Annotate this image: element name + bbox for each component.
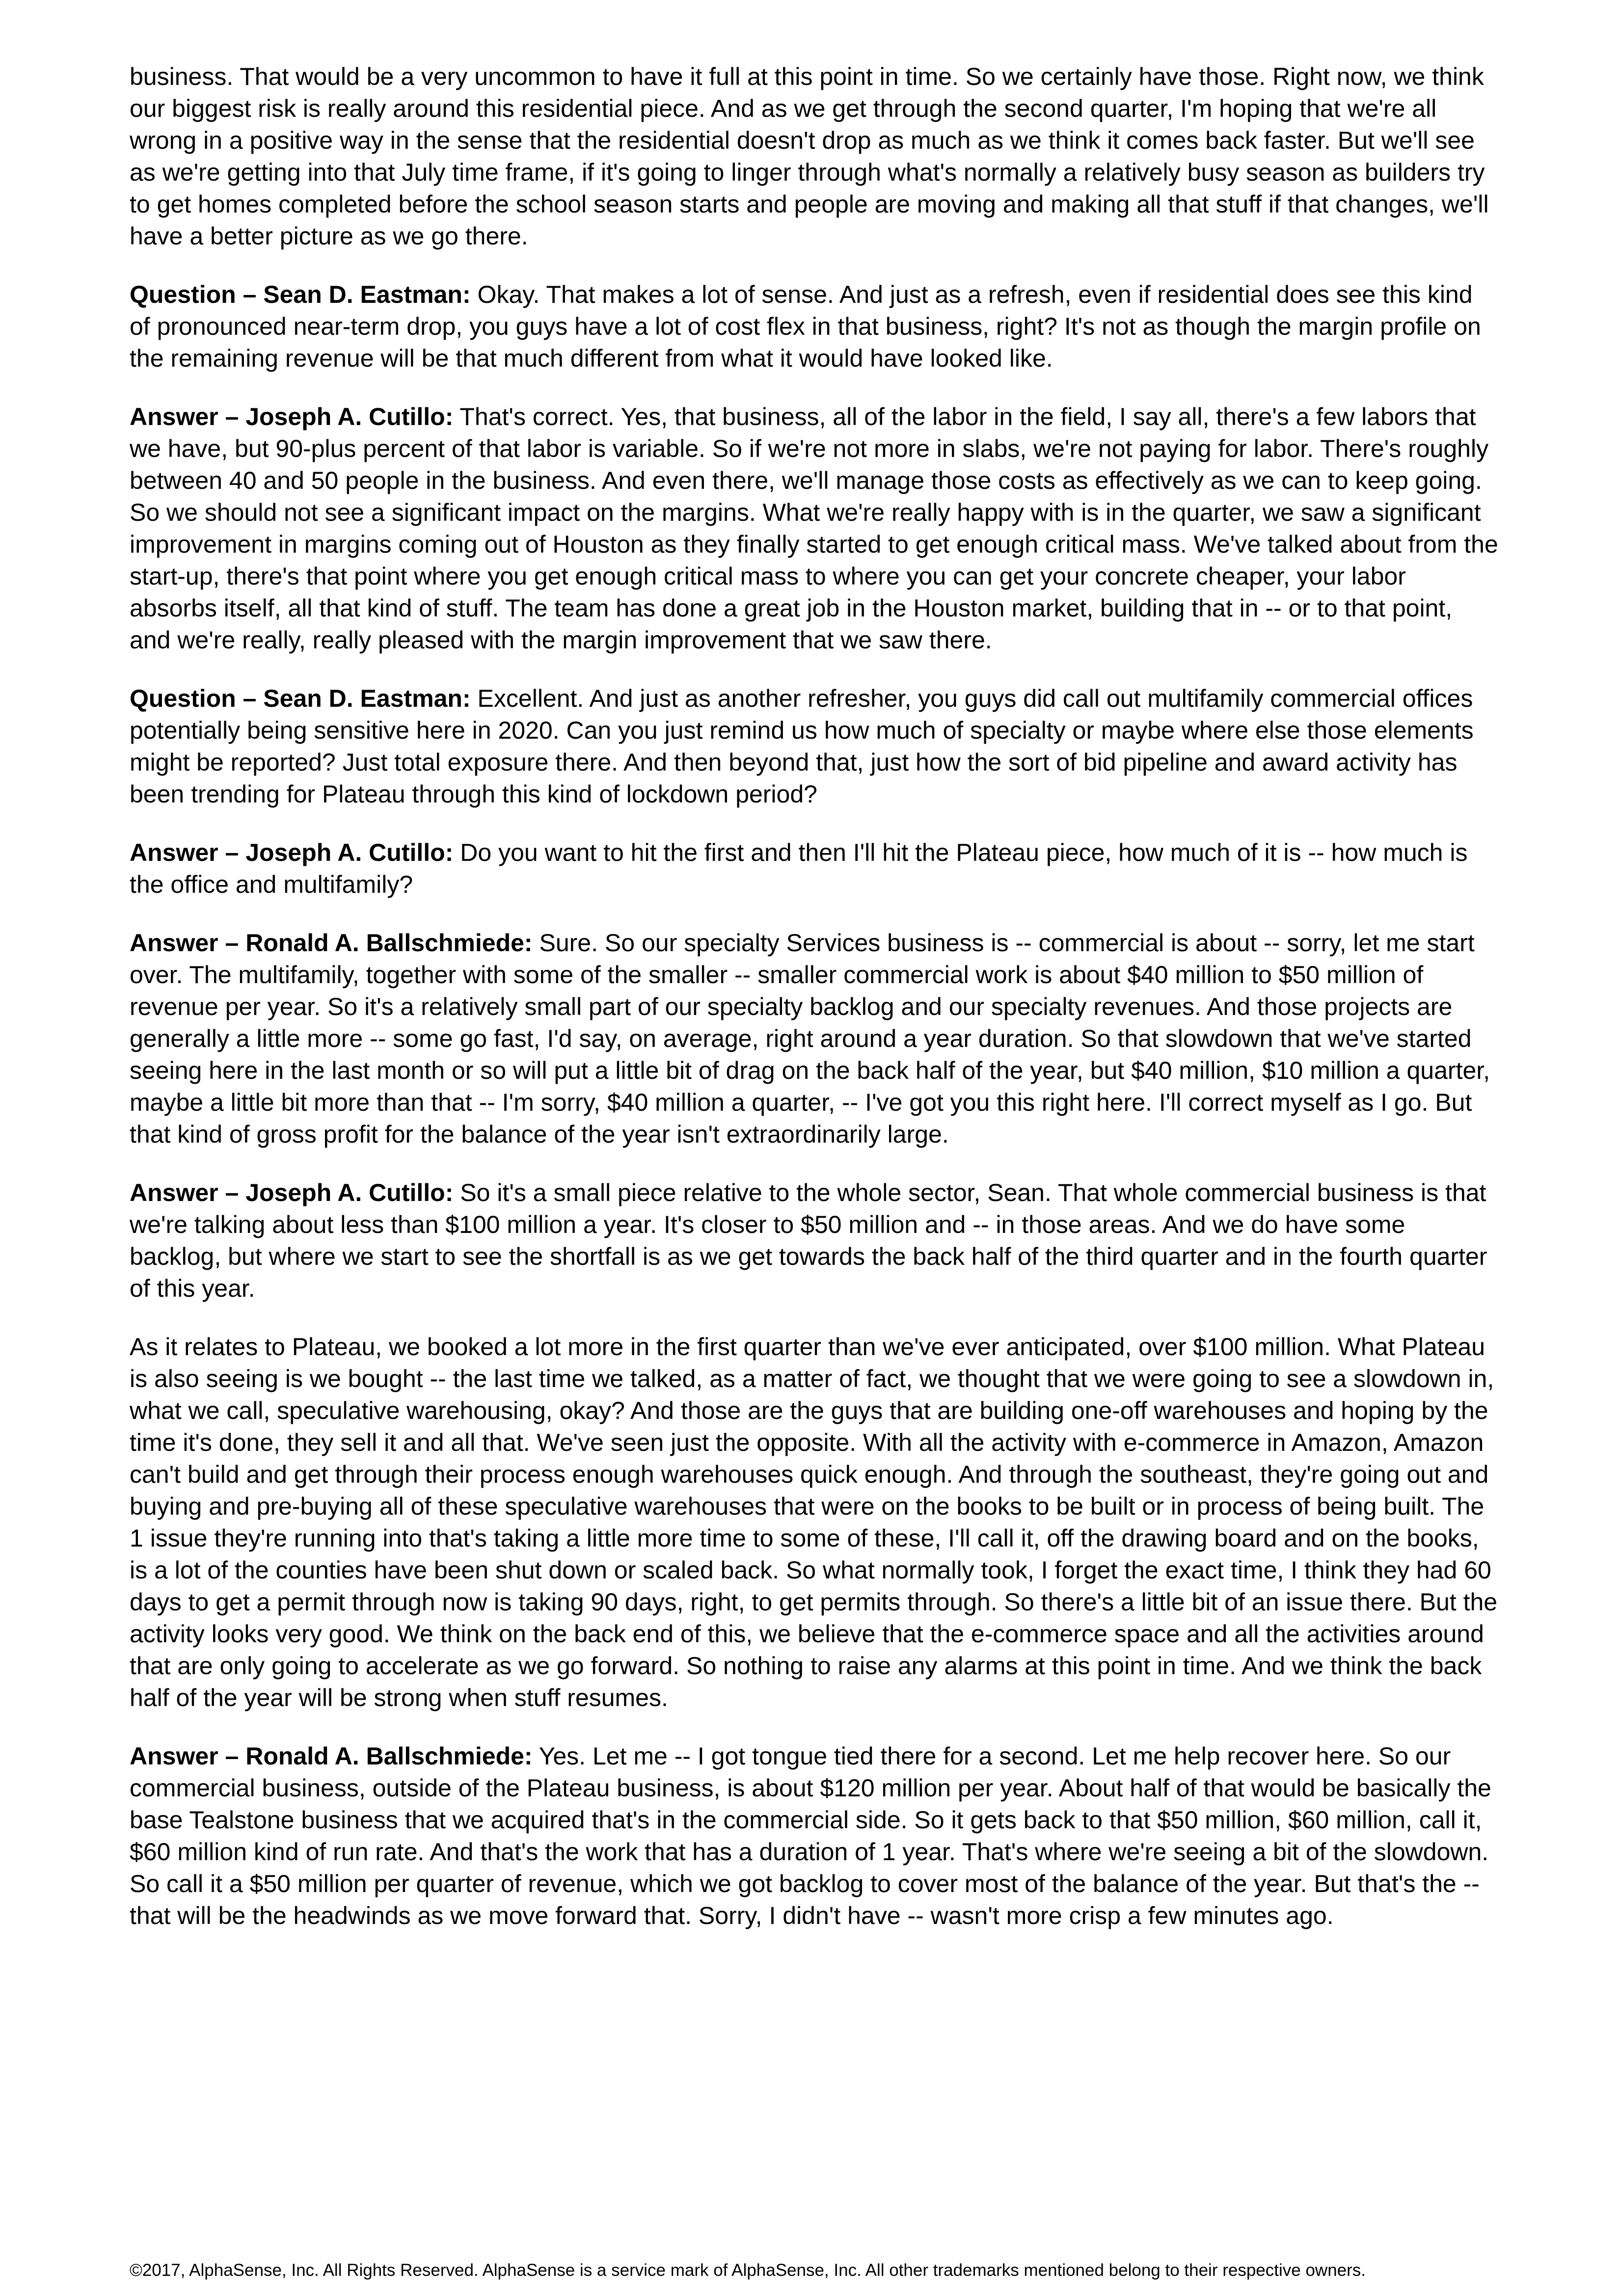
paragraph-text: That's correct. Yes, that business, all of the labor in the field, I say all, there's a few labors that we have, but 90-plus percent of that labor is variable. So if we're not more in slabs, we're not paying for labor. There's roughly between 40 and 50 people in the business. And even there, we'll manage those costs as effectively as we can to keep going. So we should not see a significant impact on the margins. What we're really happy with is in the quarter, we saw a significant improvement in margins coming out of Houston as they finally started to get enough critical mass. We've talked about from the start-up, there's that point where you get enough critical mass to where you can get your concrete cheaper, your labor absorbs itself, all that kind of stuff. The team has done a great job in the Houston market, building that in -- or to that point, and we're really, really pleased with the margin improvement that we saw there. [130, 403, 1498, 654]
speaker-label: Answer – Joseph A. Cutillo: [130, 1179, 454, 1206]
paragraph-text: Sure. So our specialty Services business is -- commercial is about -- sorry, let me start over. The multifamily, together with some of the smaller -- smaller commercial work is about $40 million to $50 million of revenue per year. So it's a relatively small part of our specialty backlog and our specialty revenues. And those projects are generally a little more -- some go fast, I'd say, on average, right around a year duration. So that slowdown that we've started seeing here in the last month or so will put a little bit of drag on the back half of the year, but $40 million, $10 million a quarter, maybe a little bit more than that -- I'm sorry, $40 million a quarter, -- I've got you this right here. I'll correct myself as I go. But that kind of gross profit for the balance of the year isn't extraordinarily large. [130, 929, 1490, 1148]
transcript-paragraph [130, 927, 1499, 1150]
transcript-paragraph [130, 61, 1499, 252]
transcript-paragraph [130, 1177, 1499, 1305]
paragraph-text: Yes. Let me -- I got tongue tied there for a second. Let me help recover here. So our commercial business, outside of the Plateau business, is about $120 million per year. About half of that would be basically the base Tealstone business that we acquired that's in the commercial side. So it gets back to that $50 million, $60 million, call it, $60 million kind of run rate. And that's the work that has a duration of 1 year. That's where we're seeing a bit of the slowdown. So call it a $50 million per quarter of revenue, which we got backlog to cover most of the balance of the year. But that's the -- that will be the headwinds as we move forward that. Sorry, I didn't have -- wasn't more crisp a few minutes ago. [130, 1742, 1491, 1929]
transcript-paragraph [130, 683, 1499, 810]
paragraph-text: business. That would be a very uncommon to have it full at this point in time. So we certainly have those. Right now, we think our biggest risk is really around this residential piece. And as we get through the second quarter, I'm hoping that we're all wrong in a positive way in the sense that the residential doesn't drop as much as we think it comes back faster. But we'll see as we're getting into that July time frame, if it's going to linger through what's normally a relatively busy season as builders try to get homes completed before the school season starts and people are moving and making all that stuff if that changes, we'll have a better picture as we go there. [130, 63, 1489, 250]
transcript-paragraph [130, 1331, 1499, 1714]
paragraph-text: Excellent. And just as another refresher, you guys did call out multifamily commercial offices potentially being sensitive here in 2020. Can you just remind us how much of specialty or maybe where else those elements might be reported? Just total exposure there. And then beyond that, just how the sort of bid pipeline and award activity has been trending for Plateau through this kind of lockdown period? [130, 685, 1474, 808]
transcript-body [130, 61, 1499, 1958]
paragraph-text: Okay. That makes a lot of sense. And just as a refresh, even if residential does see this kind of pronounced near-term drop, you guys have a lot of cost flex in that business, right? It's not as though the margin profile on the remaining revenue will be that much different from what it would have looked like. [130, 281, 1481, 372]
speaker-label: Answer – Ronald A. Ballschmiede: [130, 1742, 533, 1770]
speaker-label: Answer – Joseph A. Cutillo: [130, 403, 454, 430]
paragraph-text: So it's a small piece relative to the whole sector, Sean. That whole commercial business is that we're talking about less than $100 million a year. It's closer to $50 million and -- in those areas. And we do have some backlog, but where we start to see the shortfall is as we get towards the back half of the third quarter and in the fourth quarter of this year. [130, 1179, 1487, 1302]
transcript-paragraph [130, 1740, 1499, 1932]
transcript-paragraph [130, 837, 1499, 901]
copyright-footer: ©2017, AlphaSense, Inc. All Rights Reserved. AlphaSense is a service mark of AlphaSense, Inc. All other trademarks mentioned belong to their respective owners. [130, 2261, 1366, 2280]
transcript-paragraph [130, 401, 1499, 656]
paragraph-text: As it relates to Plateau, we booked a lot more in the first quarter than we've ever anticipated, over $100 million. What Plateau is also seeing is we bought -- the last time we talked, as a matter of fact, we thought that we were going to see a slowdown in, what we call, speculative warehousing, okay? And those are the guys that are building one-off warehouses and hoping by the time it's done, they sell it and all that. We've seen just the opposite. With all the activity with e-commerce in Amazon, Amazon can't build and get through their process enough warehouses quick enough. And through the southeast, they're going out and buying and pre-buying all of these speculative warehouses that were on the books to be built or in process of being built. The 1 issue they're running into that's taking a little more time to some of these, I'll call it, off the drawing board and on the books, is a lot of the counties have been shut down or scaled back. So what normally took, I forget the exact time, I think they had 60 days to get a permit through now is taking 90 days, right, to get permits through. So there's a little bit of an issue there. But the activity looks very good. We think on the back end of this, we believe that the e-commerce space and all the activities around that are only going to accelerate as we go forward. So nothing to raise any alarms at this point in time. And we think the back half of the year will be strong when stuff resumes. [130, 1333, 1498, 1711]
paragraph-text: Do you want to hit the first and then I'll hit the Plateau piece, how much of it is -- how much is the office and multifamily? [130, 839, 1468, 898]
transcript-paragraph [130, 279, 1499, 374]
speaker-label: Question – Sean D. Eastman: [130, 685, 471, 712]
speaker-label: Answer – Joseph A. Cutillo: [130, 839, 454, 866]
speaker-label: Answer – Ronald A. Ballschmiede: [130, 929, 533, 957]
speaker-label: Question – Sean D. Eastman: [130, 281, 471, 308]
